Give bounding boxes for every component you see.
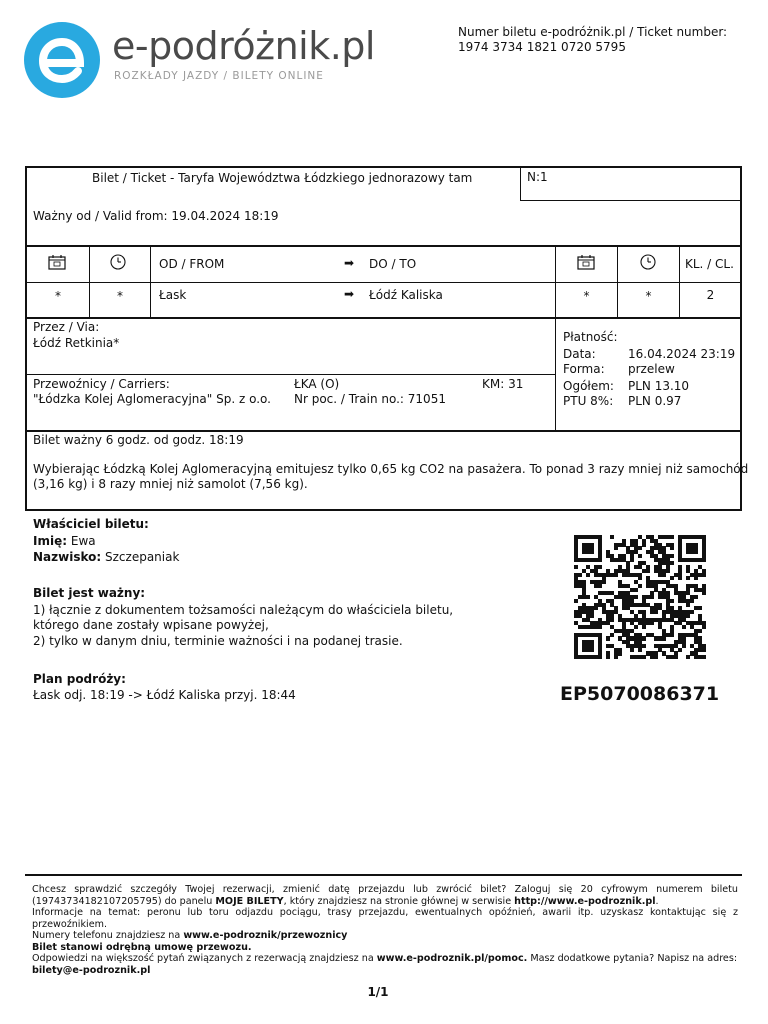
website-link[interactable]: http://www.e-podroznik.pl: [514, 895, 656, 907]
qr-module: [606, 655, 610, 659]
logo-text: e-podróżnik.pl: [112, 24, 375, 68]
qr-module: [702, 648, 706, 652]
ticket-number: 1974 3734 1821 0720 5795: [458, 40, 626, 54]
validity-note: Bilet ważny 6 godz. od godz. 18:19: [33, 433, 244, 447]
payment-vat: PLN 0.97: [628, 394, 682, 408]
qr-module: [646, 569, 650, 573]
qr-module: [698, 606, 702, 610]
owner-heading: Właściciel biletu:: [33, 517, 149, 531]
qr-module: [574, 565, 578, 569]
qr-module: [578, 573, 582, 577]
plan-heading: Plan podróży:: [33, 672, 126, 686]
row-to: Łódź Kaliska: [369, 288, 443, 302]
qr-module: [702, 625, 706, 629]
qr-module: [670, 554, 674, 558]
qr-module: [702, 655, 706, 659]
carriers-value: "Łódzka Kolej Aglomeracyjna" Sp. z o.o.: [33, 392, 271, 406]
qr-module: [630, 558, 634, 562]
qr-module: [642, 625, 646, 629]
qr-module: [650, 621, 654, 625]
qr-module: [690, 599, 694, 603]
qr-module: [686, 603, 690, 607]
ticket-number-block: [458, 25, 727, 55]
qr-module: [694, 576, 698, 580]
distance-km: KM: 31: [482, 377, 524, 391]
qr-module: [610, 618, 614, 622]
footer-text: , który znajdziesz na stronie głównej w serwisie: [283, 895, 515, 907]
qr-module: [590, 550, 594, 554]
payment-total-label: Ogółem:: [563, 379, 614, 393]
e-logo-icon: [24, 22, 100, 98]
qr-module: [574, 599, 578, 603]
qr-module: [610, 535, 614, 539]
last-name-label: Nazwisko:: [33, 550, 102, 564]
arrow-right-icon: ➡: [344, 256, 355, 270]
qr-module: [614, 573, 618, 577]
first-name-value: Ewa: [70, 534, 96, 548]
qr-module: [686, 614, 690, 618]
qr-module: [586, 595, 590, 599]
payment-form: przelew: [628, 362, 675, 376]
owner-last-name: [33, 550, 179, 565]
qr-module: [634, 595, 638, 599]
reservation-code: EP5070086371: [560, 683, 720, 705]
qr-module: [598, 655, 602, 659]
qr-module: [670, 535, 674, 539]
footer-paragraph-4: Bilet stanowi odrębną umowę przewozu.: [32, 941, 252, 953]
qr-module: [674, 655, 678, 659]
help-link[interactable]: www.e-podroznik.pl/pomoc.: [376, 953, 528, 964]
class-heading: KL. / CL.: [685, 257, 734, 271]
logo-mark: [24, 22, 100, 98]
ticket-n-label: N:1: [527, 170, 548, 184]
qr-module: [594, 606, 598, 610]
qr-module: [686, 655, 690, 659]
carrier-code: ŁKA (O): [294, 377, 340, 391]
row-time-from: *: [117, 289, 123, 303]
qr-module: [638, 648, 642, 652]
qr-module: [694, 550, 698, 554]
qr-module: [638, 584, 642, 588]
footer-text: Chcesz sprawdzić szczegóły Twojej rezerwacji, zmienić datę przejazdu lub zwrócić bilet? Zaloguj się 20 cyfrowym numerem biletu (19743734182107205795) do panelu: [32, 884, 738, 907]
payment-date: 16.04.2024 23:19: [628, 347, 736, 361]
footer-paragraph-5: [32, 953, 738, 965]
qr-module: [670, 561, 674, 565]
co2-note-line1: Wybierając Łódzką Kolej Aglomeracyjną emitujesz tylko 0,65 kg CO2 na pasażera. To ponad 3 razy mniej niż samochód: [33, 462, 749, 476]
row-time-to: *: [645, 289, 652, 303]
qr-module: [694, 595, 698, 599]
page-number: 1/1: [367, 985, 389, 999]
to-heading: DO / TO: [369, 257, 417, 271]
qr-module: [682, 625, 686, 629]
qr-module: [670, 633, 674, 637]
qr-module: [650, 595, 654, 599]
qr-module: [654, 610, 658, 614]
qr-module: [638, 576, 642, 580]
payment-form-label: Forma:: [563, 362, 605, 376]
qr-module: [702, 558, 706, 562]
qr-module: [686, 576, 690, 580]
qr-module: [670, 546, 674, 550]
row-class: 2: [706, 288, 715, 302]
train-number: Nr poc. / Train no.: 71051: [294, 392, 446, 406]
qr-module: [638, 554, 642, 558]
qr-module: [654, 655, 658, 659]
ticket-title: Bilet / Ticket - Taryfa Województwa Łódzkiego jednorazowy tam: [92, 171, 473, 185]
qr-module: [638, 546, 642, 550]
qr-module: [690, 610, 694, 614]
footer-paragraph-1: [32, 884, 738, 907]
footer: [32, 884, 738, 976]
qr-module: [670, 576, 674, 580]
carriers-link[interactable]: www.e-podroznik/przewoznicy: [183, 930, 348, 941]
qr-module: [598, 565, 602, 569]
qr-module: [586, 573, 590, 577]
via-label: Przez / Via:: [33, 320, 100, 334]
qr-module: [682, 644, 686, 648]
first-name-label: Imię:: [33, 534, 68, 548]
co2-note-line2: (3,16 kg) i 8 razy mniej niż samolot (7,56 kg).: [33, 477, 308, 491]
qr-module: [698, 629, 702, 633]
qr-module: [670, 599, 674, 603]
qr-module: [662, 573, 666, 577]
last-name-value: Szczepaniak: [105, 550, 180, 564]
qr-module: [702, 591, 706, 595]
qr-module: [590, 614, 594, 618]
footer-divider: [25, 874, 742, 876]
qr-module: [614, 655, 618, 659]
carriers-label: Przewoźnicy / Carriers:: [33, 377, 170, 391]
qr-module: [598, 625, 602, 629]
qr-module: [642, 644, 646, 648]
qr-module: [590, 648, 594, 652]
clock-icon: [110, 254, 126, 270]
qr-module: [630, 648, 634, 652]
qr-module: [678, 576, 682, 580]
validity-line3: 2) tylko w danym dniu, terminie ważności i na podanej trasie.: [33, 634, 403, 648]
qr-module: [678, 648, 682, 652]
qr-module: [598, 584, 602, 588]
footer-text: Masz dodatkowe pytania? Napisz na adres:: [527, 953, 738, 964]
ticket-number-label: Numer biletu e-podróżnik.pl / Ticket number:: [458, 25, 728, 39]
qr-module: [642, 636, 646, 640]
qr-module: [702, 573, 706, 577]
clock-icon: [640, 254, 656, 270]
qr-module: [598, 558, 602, 562]
via-value: Łódź Retkinia*: [33, 336, 120, 350]
plan-value: Łask odj. 18:19 -> Łódź Kaliska przyj. 18:44: [33, 688, 296, 702]
footer-paragraph-2: Informacje na temat: peronu lub toru odjazdu pociągu, trasy przejazdu, ewentualnych opóźnień, awarii itp. uzyskasz kontaktując się z przewoźnikiem.: [32, 907, 738, 930]
payment-vat-label: PTU 8%:: [563, 394, 614, 408]
footer-text: Odpowiedzi na większość pytań związanych z rezerwacją znajdziesz na: [32, 953, 377, 964]
qr-module: [642, 543, 646, 547]
moje-bilety-link[interactable]: MOJE BILETY: [215, 895, 284, 907]
qr-code: [574, 535, 706, 659]
qr-module: [614, 546, 618, 550]
row-from: Łask: [159, 288, 187, 302]
qr-module: [602, 580, 606, 584]
payment-label: Płatność:: [563, 330, 618, 344]
support-email-link[interactable]: bilety@e-podroznik.pl: [32, 964, 151, 976]
qr-module: [642, 655, 646, 659]
qr-module: [662, 636, 666, 640]
logo-tagline: ROZKŁADY JAZDY / BILETY ONLINE: [114, 70, 324, 82]
row-date-from: *: [55, 289, 61, 303]
validity-heading: Bilet jest ważny:: [33, 586, 146, 600]
footer-text: Numery telefonu znajdziesz na: [32, 930, 184, 941]
validity-line2: którego dane zostały wpisane powyżej,: [33, 618, 269, 632]
valid-from: Ważny od / Valid from: 19.04.2024 18:19: [33, 209, 279, 223]
from-heading: OD / FROM: [159, 257, 225, 271]
calendar-icon: [577, 254, 595, 270]
qr-module: [634, 588, 638, 592]
footer-text: .: [655, 895, 659, 907]
payment-date-label: Data:: [563, 347, 596, 361]
validity-line1: 1) łącznie z dokumentem tożsamości należącym do właściciela biletu,: [33, 603, 454, 617]
qr-module: [618, 651, 622, 655]
calendar-icon: [48, 254, 66, 270]
footer-paragraph-3: [32, 930, 738, 942]
qr-module: [666, 569, 670, 573]
owner-first-name: [33, 534, 96, 549]
qr-module: [634, 625, 638, 629]
qr-module: [606, 636, 610, 640]
arrow-right-icon: ➡: [344, 287, 355, 301]
qr-module: [610, 633, 614, 637]
row-date-to: *: [583, 289, 590, 303]
payment-total: PLN 13.10: [628, 379, 690, 393]
